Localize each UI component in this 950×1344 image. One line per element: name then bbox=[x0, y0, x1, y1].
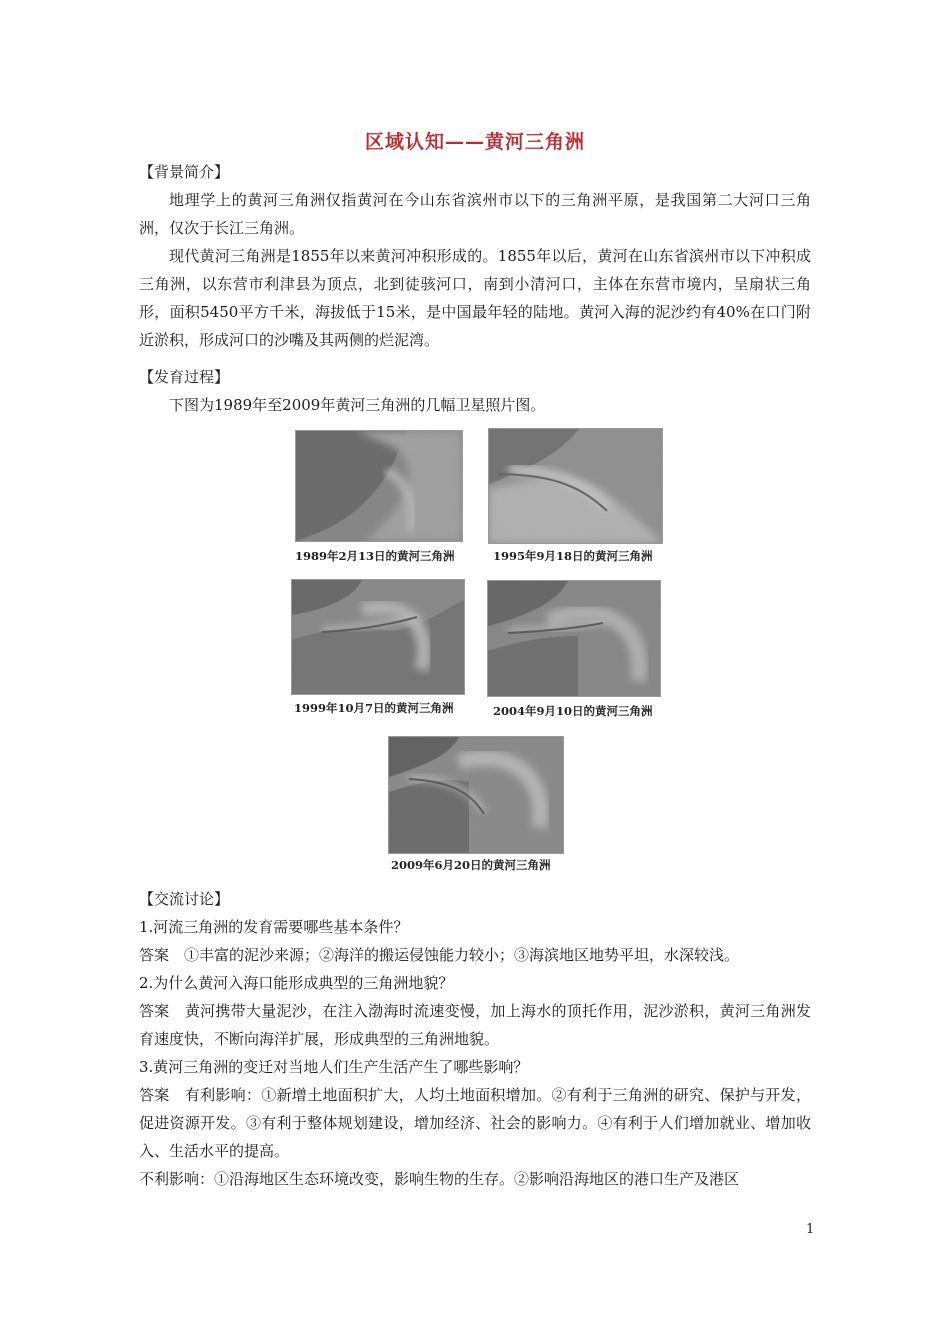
caption-2009: 2009年6月20日的黄河三角洲 bbox=[391, 858, 551, 872]
caption-2004: 2004年9月10日的黄河三角洲 bbox=[493, 704, 653, 718]
background-paragraph-2: 现代黄河三角洲是1855年以来黄河冲积形成的。1855年以后，黄河在山东省滨州市以下冲积成三角洲，以东营市利津县为顶点，北到徒骇河口，南到小清河口，主体在东营市境内，呈扇状三角形，面积5450平方千米，海拔低于15米，是中国最年轻的陆地。黄河入海的泥沙约有40%在口门附近淤积，形成河口的沙嘴及其两侧的烂泥湾。 bbox=[139, 247, 811, 349]
satellite-image-2009 bbox=[388, 736, 564, 854]
background-paragraph-1: 地理学上的黄河三角洲仅指黄河在今山东省滨州市以下的三角洲平原，是我国第二大河口三角洲，仅次于长江三角洲。 bbox=[139, 191, 811, 237]
answer-2: 答案 黄河携带大量泥沙，在注入渤海时流速变慢，加上海水的顶托作用，泥沙淤积，黄河三角洲发育速度快，不断向海洋扩展，形成典型的三角洲地貌。 bbox=[139, 1002, 811, 1048]
satellite-image-1999 bbox=[291, 579, 465, 695]
answer-3: 答案 有利影响：①新增土地面积扩大，人均土地面积增加。②有利于三角洲的研究、保护与开发，促进资源开发。③有利于整体规划建设，增加经济、社会的影响力。④有利于人们增加就业、增加收入、生活水平的提高。 bbox=[139, 1086, 811, 1160]
page-number: 1 bbox=[806, 1222, 815, 1237]
caption-1989: 1989年2月13日的黄河三角洲 bbox=[295, 549, 455, 563]
answer-1: 答案 ①丰富的泥沙来源；②海洋的搬运侵蚀能力较小；③海滨地区地势平坦，水深较浅。 bbox=[139, 946, 740, 964]
question-2: 2.为什么黄河入海口能形成典型的三角洲地貌？ bbox=[139, 974, 454, 992]
answer-3-negative: 不利影响：①沿海地区生态环境改变，影响生物的生存。②影响沿海地区的港口生产及港区 bbox=[139, 1170, 740, 1188]
development-intro: 下图为1989年至2009年黄河三角洲的几幅卫星照片图。 bbox=[169, 396, 546, 414]
caption-1999: 1999年10月7日的黄河三角洲 bbox=[294, 701, 454, 715]
question-1: 1.河流三角洲的发育需要哪些基本条件？ bbox=[139, 918, 409, 936]
satellite-image-1989 bbox=[295, 430, 463, 542]
satellite-image-2004 bbox=[487, 580, 661, 697]
question-3: 3.黄河三角洲的变迁对当地人们生产生活产生了哪些影响？ bbox=[139, 1058, 529, 1076]
section-heading-discussion: 【交流讨论】 bbox=[139, 890, 230, 908]
section-heading-development: 【发育过程】 bbox=[139, 368, 230, 386]
page-title: 区域认知——黄河三角洲 bbox=[364, 131, 585, 153]
section-heading-background: 【背景简介】 bbox=[139, 163, 230, 181]
caption-1995: 1995年9月18日的黄河三角洲 bbox=[493, 549, 653, 563]
satellite-image-1995 bbox=[488, 428, 663, 544]
